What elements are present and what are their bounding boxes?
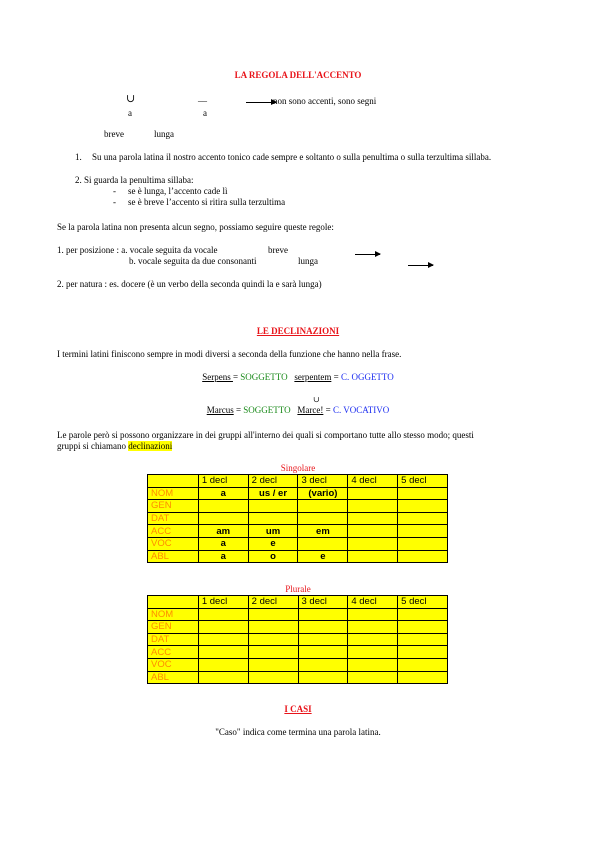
- header-cell: 5 decl: [398, 475, 448, 488]
- ending-cell: [298, 500, 348, 513]
- ending-cell: [348, 487, 398, 500]
- marce-word: Marce!: [297, 405, 324, 415]
- ending-cell: [298, 646, 348, 659]
- ending-cell: us / er: [248, 487, 298, 500]
- case-label: NOM: [148, 487, 199, 500]
- groups-line-2-text: gruppi si chiamano: [57, 441, 129, 451]
- ending-cell: [198, 658, 248, 671]
- signs-note: non sono accenti, sono segni: [273, 96, 377, 106]
- ending-cell: um: [248, 525, 298, 538]
- vocativo-label: C. VOCATIVO: [332, 405, 390, 415]
- groups-line-1: Le parole però si possono organizzare in dei gruppi all'interno dei quali si comportano tutte allo stesso modo; questi: [57, 430, 474, 440]
- soggetto-label: SOGGETTO: [243, 405, 291, 415]
- ending-cell: [348, 646, 398, 659]
- ending-cell: [298, 512, 348, 525]
- equals-sign: =: [323, 405, 333, 415]
- header-cell: 3 decl: [298, 475, 348, 488]
- ending-cell: [248, 671, 298, 684]
- ending-cell: a: [198, 537, 248, 550]
- ending-cell: [348, 500, 398, 513]
- ending-cell: [348, 658, 398, 671]
- breve-mark: ∪: [126, 93, 136, 105]
- ending-cell: [348, 608, 398, 621]
- table-row: [148, 671, 448, 684]
- ending-cell: [398, 621, 448, 634]
- table-row: [148, 658, 448, 671]
- casi-text: "Caso" indica come termina una parola latina.: [215, 727, 381, 737]
- ending-cell: [248, 646, 298, 659]
- ending-cell: [198, 500, 248, 513]
- ending-cell: [348, 550, 398, 563]
- singolare-caption: Singolare: [280, 463, 316, 473]
- header-cell: 4 decl: [348, 596, 398, 609]
- table-row: [148, 633, 448, 646]
- declinazioni-term: declinazioni: [128, 441, 173, 451]
- table-row: [148, 487, 448, 500]
- groups-line-2: [57, 441, 172, 452]
- ending-cell: [198, 633, 248, 646]
- case-label: DAT: [148, 512, 199, 525]
- marcus-word: Marcus: [206, 405, 234, 415]
- table-row: [148, 621, 448, 634]
- ending-cell: [298, 658, 348, 671]
- ending-cell: [398, 658, 448, 671]
- posizione-a-result: breve: [268, 245, 288, 255]
- header-cell: 1 decl: [198, 475, 248, 488]
- natura-text: 2. per natura : es. docere (è un verbo della seconda quindi la e sarà lunga): [57, 279, 322, 289]
- ending-cell: [348, 525, 398, 538]
- rule-1-number: 1.: [75, 152, 82, 162]
- breve-mark: ∪: [313, 395, 320, 404]
- accent-rule-title: LA REGOLA DELL'ACCENTO: [234, 70, 362, 80]
- table-row: [148, 608, 448, 621]
- lunga-mark: __: [198, 93, 207, 103]
- header-cell: 2 decl: [248, 596, 298, 609]
- ending-cell: [398, 487, 448, 500]
- ending-cell: [198, 646, 248, 659]
- case-label: VOC: [148, 537, 199, 550]
- table-row: [148, 550, 448, 563]
- ending-cell: [398, 633, 448, 646]
- table-row: [148, 512, 448, 525]
- ending-cell: e: [298, 550, 348, 563]
- ending-cell: [398, 512, 448, 525]
- ending-cell: [398, 671, 448, 684]
- ending-cell: [348, 537, 398, 550]
- example-marcus: [0, 405, 596, 416]
- declinations-title: LE DECLINAZIONI: [256, 326, 340, 336]
- ending-cell: [198, 608, 248, 621]
- case-label: ACC: [148, 525, 199, 538]
- ending-cell: am: [198, 525, 248, 538]
- case-label: DAT: [148, 633, 199, 646]
- header-cell: 4 decl: [348, 475, 398, 488]
- ending-cell: [298, 633, 348, 646]
- posizione-a: 1. per posizione : a. vocale seguita da vocale: [57, 245, 218, 255]
- ending-cell: [298, 621, 348, 634]
- posizione-b: b. vocale seguita da due consonanti: [129, 256, 257, 266]
- table-row: [148, 646, 448, 659]
- ending-cell: em: [298, 525, 348, 538]
- serpens-word: Serpens: [202, 372, 233, 382]
- ending-cell: (vario): [298, 487, 348, 500]
- ending-cell: [298, 608, 348, 621]
- declinations-intro: I termini latini finiscono sempre in modi diversi a seconda della funzione che hanno nella frase.: [57, 349, 402, 359]
- rule-1-text: Su una parola latina il nostro accento tonico cade sempre e soltanto o sulla penultima o sulla terzultima sillaba.: [92, 152, 492, 162]
- posizione-b-result: lunga: [298, 256, 318, 266]
- table-row: [148, 525, 448, 538]
- ending-cell: [398, 537, 448, 550]
- ending-cell: [198, 621, 248, 634]
- bullet-dash: -: [113, 197, 116, 207]
- lunga-letter: a: [203, 108, 207, 118]
- table-row: [148, 537, 448, 550]
- ending-cell: [398, 550, 448, 563]
- arrow-icon: [246, 102, 276, 103]
- lunga-label: lunga: [154, 129, 174, 139]
- case-label: GEN: [148, 500, 199, 513]
- ending-cell: [348, 512, 398, 525]
- case-label: ABL: [148, 671, 199, 684]
- breve-letter: a: [128, 108, 132, 118]
- equals-sign: =: [233, 405, 244, 415]
- no-sign-text: Se la parola latina non presenta alcun segno, possiamo seguire queste regole:: [57, 222, 334, 232]
- ending-cell: a: [198, 550, 248, 563]
- ending-cell: [248, 621, 298, 634]
- bullet-dash: -: [113, 186, 116, 196]
- serpentem-word: serpentem: [294, 372, 332, 382]
- case-label: GEN: [148, 621, 199, 634]
- rule-2-bullet-2: se è breve l’accento si ritira sulla terzultima: [128, 197, 286, 207]
- case-label: ABL: [148, 550, 199, 563]
- table-corner-cell: [148, 596, 199, 609]
- rule-2-bullet-1: se è lunga, l’accento cade lì: [128, 186, 228, 196]
- ending-cell: e: [248, 537, 298, 550]
- ending-cell: [248, 608, 298, 621]
- arrow-icon: [355, 254, 380, 255]
- ending-cell: [398, 646, 448, 659]
- ending-cell: [348, 621, 398, 634]
- header-cell: 2 decl: [248, 475, 298, 488]
- equals-sign: =: [232, 372, 241, 382]
- ending-cell: [398, 608, 448, 621]
- casi-title: I CASI: [284, 704, 312, 714]
- singolare-table: [147, 474, 448, 563]
- ending-cell: [348, 671, 398, 684]
- ending-cell: [248, 633, 298, 646]
- table-corner-cell: [148, 475, 199, 488]
- oggetto-label: C. OGGETTO: [340, 372, 394, 382]
- plurale-table: [147, 595, 448, 684]
- case-label: ACC: [148, 646, 199, 659]
- header-cell: 5 decl: [398, 596, 448, 609]
- ending-cell: [298, 537, 348, 550]
- table-header-row: [148, 475, 448, 488]
- equals-sign: =: [331, 372, 341, 382]
- header-cell: 1 decl: [198, 596, 248, 609]
- plurale-caption: Plurale: [285, 584, 311, 594]
- ending-cell: [398, 500, 448, 513]
- table-header-row: [148, 596, 448, 609]
- header-cell: 3 decl: [298, 596, 348, 609]
- ending-cell: [248, 658, 298, 671]
- rule-2-text: 2. Si guarda la penultima sillaba:: [75, 175, 194, 185]
- ending-cell: [198, 512, 248, 525]
- ending-cell: o: [248, 550, 298, 563]
- ending-cell: [248, 500, 298, 513]
- ending-cell: [198, 671, 248, 684]
- ending-cell: [298, 671, 348, 684]
- ending-cell: [348, 633, 398, 646]
- case-label: NOM: [148, 608, 199, 621]
- ending-cell: [398, 525, 448, 538]
- case-label: VOC: [148, 658, 199, 671]
- ending-cell: a: [198, 487, 248, 500]
- soggetto-label: SOGGETTO: [240, 372, 288, 382]
- example-serpens: [0, 372, 596, 383]
- table-row: [148, 500, 448, 513]
- arrow-icon: [408, 265, 433, 266]
- ending-cell: [248, 512, 298, 525]
- breve-label: breve: [104, 129, 124, 139]
